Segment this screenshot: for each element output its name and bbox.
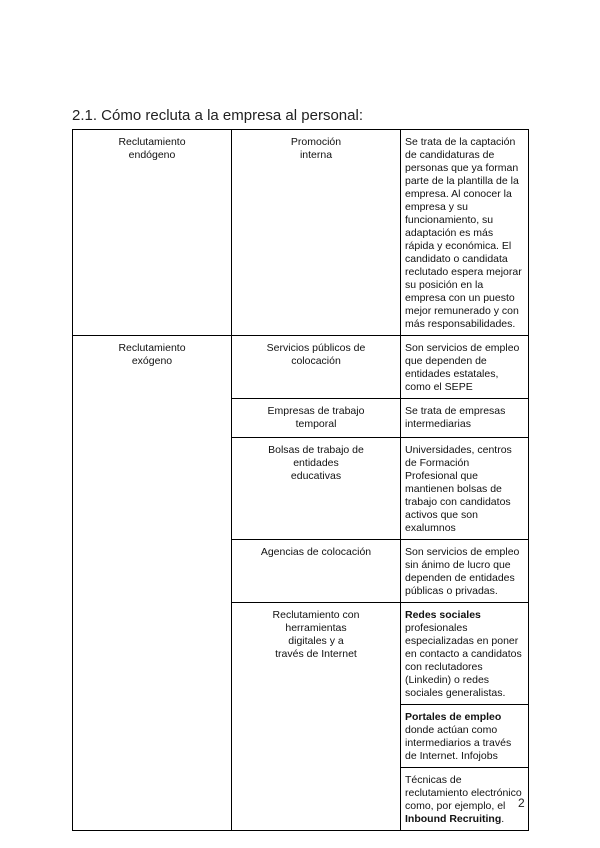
description-text: profesionales especializadas en poner en contacto a candidatos con reclutadores (Linkedin) o redes sociales generalistas. <box>405 622 522 699</box>
description-cell <box>401 130 529 336</box>
method-label: Bolsas de trabajo de entidades educativas <box>268 444 364 482</box>
type-cell-exogeno <box>73 336 232 831</box>
page-number: 2 <box>518 796 525 810</box>
type-label: Reclutamiento endógeno <box>118 136 186 161</box>
description-text: Son servicios de empleo sin ánimo de lucro que dependen de entidades públicas o privadas. <box>405 546 520 597</box>
type-label: Reclutamiento exógeno <box>118 342 186 367</box>
method-label: Servicios públicos de colocación <box>266 342 366 367</box>
method-cell <box>232 130 401 336</box>
description-text: Se trata de la captación de candidaturas de personas que ya forman parte de la plantilla de la empresa. Al conocer la empresa y su funcionamiento, su adaptación es más rápida y económica. El candidato o candidata reclutado espera mejorar su posición en la empresa con un puesto mejor remunerado y con más responsabilidades. <box>405 136 522 330</box>
description-text: Son servicios de empleo que dependen de entidades estatales, como el SEPE <box>405 342 520 393</box>
method-label: Reclutamiento con herramientas digitales y a través de Internet <box>272 609 360 660</box>
table-row <box>73 130 529 336</box>
recruitment-table <box>72 129 529 831</box>
redes-sociales-bold: Redes sociales <box>405 609 481 621</box>
description-text: Técnicas de reclutamiento electrónico como, por ejemplo, el <box>405 774 522 812</box>
description-punctuation: . <box>501 813 505 825</box>
section-heading: 2.1. Cómo recluta a la empresa al personal: <box>72 107 363 124</box>
method-label: Agencias de colocación <box>260 546 372 558</box>
description-cell <box>401 438 529 540</box>
description-cell <box>401 603 529 705</box>
description-cell <box>401 399 529 438</box>
type-cell-endogeno <box>73 130 232 336</box>
description-cell <box>401 768 529 831</box>
method-cell <box>232 336 401 399</box>
table-row <box>73 336 529 399</box>
method-label: Promoción interna <box>290 136 342 161</box>
method-cell-digital <box>232 603 401 831</box>
inbound-recruiting-bold: Inbound Recruiting <box>405 813 502 825</box>
description-text: Se trata de empresas intermediarias <box>405 405 506 430</box>
method-cell <box>232 399 401 438</box>
portales-empleo-bold: Portales de empleo <box>405 711 502 723</box>
description-text: donde actúan como intermediarios a través de Internet. Infojobs <box>405 724 512 762</box>
method-cell <box>232 540 401 603</box>
method-label: Empresas de trabajo temporal <box>267 405 365 430</box>
method-cell <box>232 438 401 540</box>
description-cell <box>401 540 529 603</box>
description-text: Universidades, centros de Formación Profesional que mantienen bolsas de trabajo con candidatos activos que son exalumnos <box>405 444 512 534</box>
description-cell <box>401 705 529 768</box>
description-cell <box>401 336 529 399</box>
